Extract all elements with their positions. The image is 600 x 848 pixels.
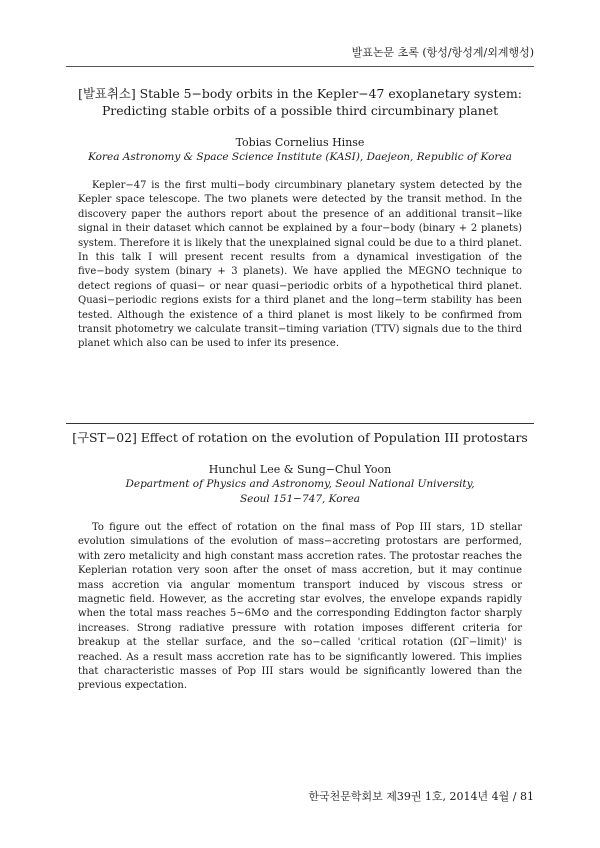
page-footer: 한국천문학회보 제39권 1호, 2014년 4월 / 81 bbox=[308, 790, 534, 803]
abstract-body: Kepler−47 is the first multi−body circumbinary planetary system detected by the Kepler space telescope. The two planets were detected by the transit method. In the discovery paper the authors report about the presence of an additional transit−like signal in their dataset which cannot be explained by a four−body (binary + 2 planets) system. Therefore it is likely that the unexplained signal could be due to a third planet. In this talk I will present recent results from a dynamical investigation of the five−body system (binary + 3 planets). We have applied the MEGNO technique to detect regions of quasi− or near quasi−periodic orbits of a hypothetical third planet. Quasi−periodic regions exists for a third planet and the long−term stability has been tested. Although the existence of a third planet is most likely to be confirmed from transit photometry we calculate transit−timing variation (TTV) signals due to the third planet which also can be used to infer its presence. bbox=[78, 180, 522, 350]
abstract-title-line-1: [발표취소] Stable 5−body orbits in the Kepler−47 exoplanetary system: bbox=[78, 86, 522, 101]
abstract-title-line-1: [구ST−02] Effect of rotation on the evolution of Population III protostars bbox=[72, 430, 528, 445]
abstract-title-line-2: Predicting stable orbits of a possible third circumbinary planet bbox=[101, 103, 499, 118]
abstract-authors: Tobias Cornelius Hinse bbox=[235, 136, 365, 149]
abstract-affiliation bbox=[78, 150, 522, 165]
affiliation-line-1: Korea Astronomy & Space Science Institute (KASI), Daejeon, Republic of Korea bbox=[88, 151, 512, 163]
abstract-authors: Hunchul Lee & Sung−Chul Yoon bbox=[208, 463, 392, 476]
abstract-2 bbox=[72, 423, 528, 694]
abstract-title bbox=[66, 423, 534, 446]
abstract-affiliation bbox=[78, 477, 522, 507]
abstract-1 bbox=[78, 85, 522, 352]
abstract-title bbox=[78, 85, 522, 119]
affiliation-line-2: Seoul 151−747, Korea bbox=[239, 493, 361, 505]
abstract-body: To figure out the effect of rotation on the final mass of Pop III stars, 1D stellar evolution simulations of the evolution of mass−accreting protostars are performed, with zero metalicity and high constant mass accretion rates. The protostar reaches the Keplerian rotation very soon after the onset of mass accretion, but it may continue mass accretion via angular momentum transport induced by viscous stress or magnetic field. However, as the accreting star evolves, the envelope expands rapidly when the total mass reaches 5~6M⊙ and the corresponding Eddington factor sharply increases. Strong radiative pressure with rotation imposes different criteria for breakup at the stellar surface, and the so−called 'critical rotation (ΩΓ−limit)' is reached. As a result mass accretion rate has to be significantly lowered. This implies that characteristic masses of Pop III stars would be significantly lowered than the previous expectation. bbox=[78, 522, 522, 692]
running-header: 발표논문 초록 (항성/항성계/외계행성) bbox=[66, 44, 534, 67]
affiliation-line-1: Department of Physics and Astronomy, Seoul National University, bbox=[125, 478, 475, 490]
